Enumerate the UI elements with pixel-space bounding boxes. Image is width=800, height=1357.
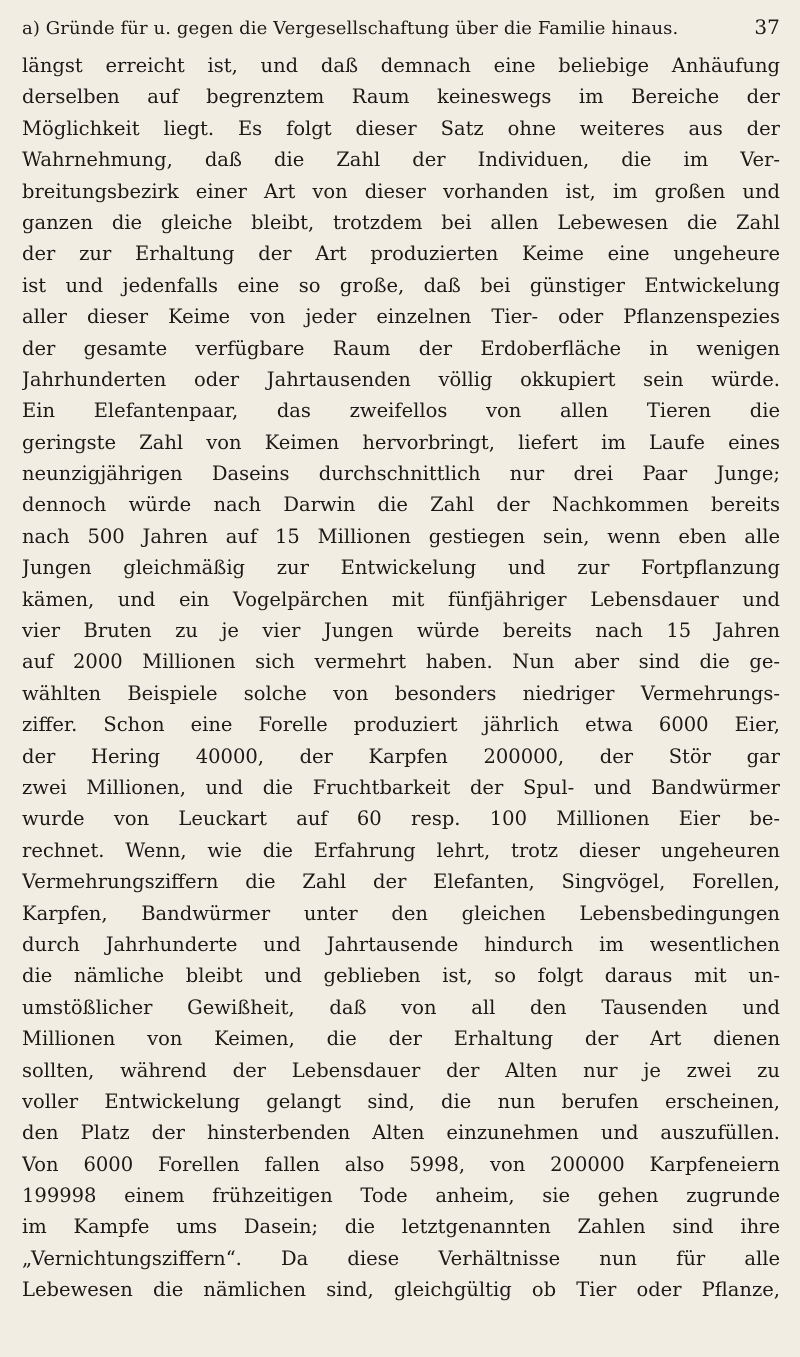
text-line: zwei Millionen, und die Fruchtbarkeit der Spul- und Bandwürmer (22, 775, 780, 799)
text-line: Jahrhunderten oder Jahrtausenden völlig okkupiert sein würde. (22, 367, 780, 391)
text-line: längst erreicht ist, und daß demnach eine beliebige Anhäufung (22, 54, 780, 77)
text-line: Lebewesen die nämlichen sind, gleichgültig ob Tier oder Pflanze, (22, 1278, 780, 1302)
text-line: Millionen von Keimen, die der Erhaltung der Art dienen (22, 1027, 780, 1051)
text-line: der gesamte verfügbare Raum der Erdoberfläche in wenigen (22, 336, 780, 360)
text-line: ziffer. Schon eine Forelle produziert jährlich etwa 6000 Eier, (22, 713, 780, 737)
page-number: 37 (754, 15, 780, 39)
text-line: Jungen gleichmäßig zur Entwickelung und zur Fortpflanzung (22, 556, 780, 580)
text-line: umstößlicher Gewißheit, daß von all den Tausenden und (22, 995, 780, 1019)
running-head (22, 14, 780, 42)
text-line: kämen, und ein Vogelpärchen mit fünfjähriger Lebensdauer und (22, 587, 780, 611)
text-line: Vermehrungsziffern die Zahl der Elefanten, Singvögel, Forellen, (22, 870, 780, 894)
text-line: derselben auf begrenztem Raum keineswegs im Bereiche der (22, 85, 780, 109)
text-line: im Kampfe ums Dasein; die letztgenannten Zahlen sind ihre (22, 1215, 780, 1239)
text-line: dennoch würde nach Darwin die Zahl der Nachkommen bereits (22, 493, 780, 517)
text-line: ist und jedenfalls eine so große, daß bei günstiger Entwickelung (22, 273, 780, 297)
text-line: aller dieser Keime von jeder einzelnen Tier- oder Pflanzenspezies (22, 305, 780, 329)
text-line: geringste Zahl von Keimen hervorbringt, liefert im Laufe eines (22, 430, 780, 454)
text-line: ganzen die gleiche bleibt, trotzdem bei allen Lebewesen die Zahl (22, 210, 780, 234)
text-line: rechnet. Wenn, wie die Erfahrung lehrt, trotz dieser ungeheuren (22, 838, 780, 862)
text-line: Ein Elefantenpaar, das zweifellos von allen Tieren die (22, 399, 780, 423)
text-line: sollten, während der Lebensdauer der Alten nur je zwei zu (22, 1058, 780, 1082)
text-line: wurde von Leuckart auf 60 resp. 100 Millionen Eier be- (22, 807, 780, 831)
text-line: der Hering 40000, der Karpfen 200000, der Stör gar (22, 744, 780, 768)
text-line: breitungsbezirk einer Art von dieser vorhanden ist, im großen und (22, 179, 780, 203)
text-line: auf 2000 Millionen sich vermehrt haben. Nun aber sind die ge- (22, 650, 780, 674)
text-line: vier Bruten zu je vier Jungen würde bereits nach 15 Jahren (22, 619, 780, 643)
text-line: nach 500 Jahren auf 15 Millionen gestiegen sein, wenn eben alle (22, 524, 780, 548)
text-line: Karpfen, Bandwürmer unter den gleichen Lebensbedingungen (22, 901, 780, 925)
body-text (22, 50, 780, 1306)
text-line: den Platz der hinsterbenden Alten einzunehmen und auszufüllen. (22, 1121, 780, 1145)
text-line: durch Jahrhunderte und Jahrtausende hindurch im wesentlichen (22, 932, 780, 956)
text-line: Wahrnehmung, daß die Zahl der Individuen, die im Ver- (22, 148, 780, 172)
text-line: die nämliche bleibt und geblieben ist, so folgt daraus mit un- (22, 964, 780, 988)
text-line: Möglichkeit liegt. Es folgt dieser Satz ohne weiteres aus der (22, 116, 780, 140)
text-line: 199998 einem frühzeitigen Tode anheim, sie gehen zugrunde (22, 1184, 780, 1208)
text-line: Von 6000 Forellen fallen also 5998, von 200000 Karpfeneiern (22, 1152, 780, 1176)
text-line: „Vernichtungsziffern“. Da diese Verhältnisse nun für alle (22, 1246, 780, 1270)
text-line: neunzigjährigen Daseins durchschnittlich nur drei Paar Junge; (22, 462, 780, 486)
running-head-title: a) Gründe für u. gegen die Vergesellschaftung über die Familie hinaus. (22, 18, 679, 39)
text-line: wählten Beispiele solche von besonders niedriger Vermehrungs- (22, 681, 780, 705)
text-line: der zur Erhaltung der Art produzierten Keime eine ungeheure (22, 242, 780, 266)
text-line: voller Entwickelung gelangt sind, die nun berufen erscheinen, (22, 1089, 780, 1113)
